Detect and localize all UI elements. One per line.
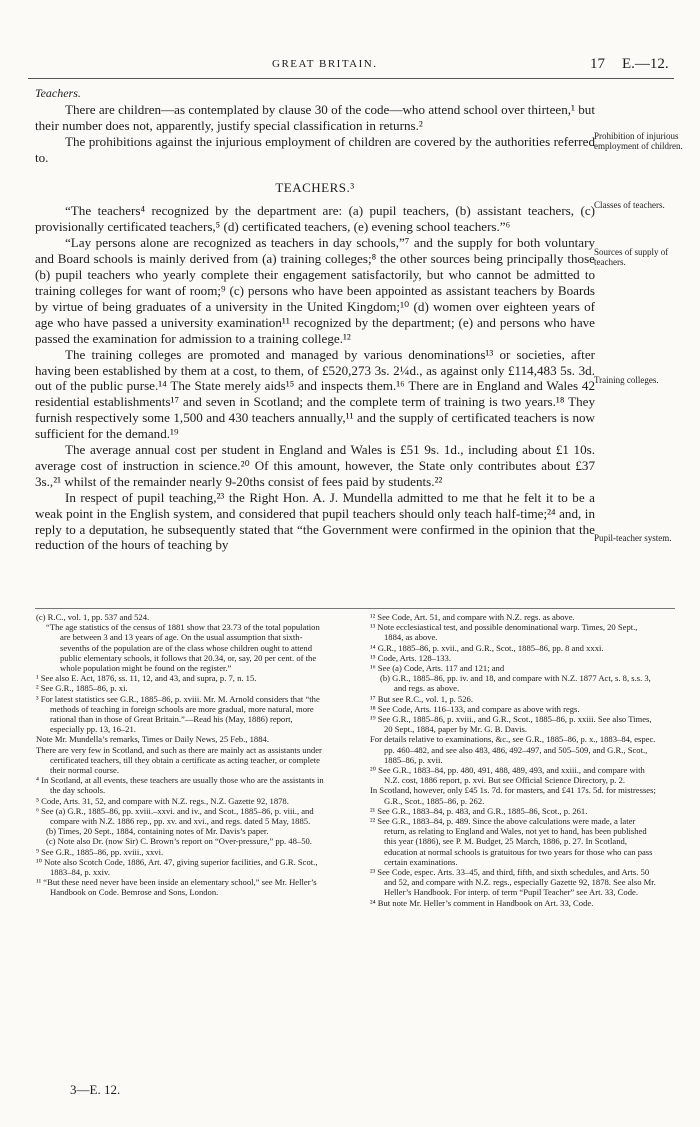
footnote: Note Mr. Mundella’s remarks, Times or Daily News, 25 Feb., 1884.	[36, 734, 269, 745]
printer-signature: 3—E. 12.	[70, 1082, 121, 1097]
paragraph-average-cost: The average annual cost per student in England and Wales is £51 9s. 1d., including about £1 10s. average cost of instruction in science.²⁰ Of this amount, however, the State only contributes about £37 3s.,²¹ whilst of the remainder nearly 9-20ths consist of fees paid by students.²²	[35, 442, 595, 489]
footnote-rule	[35, 608, 675, 609]
footnote: ²² See G.R., 1883–84, p. 489. Since the above calculations were made, a later return, as relating to England and Wales, not yet to hand, has been published this year (1886), see P. M. Budget, 25 March, 1886, p. 27. In Scotland, education at normal schools is gratuitous for two years for those who can pass certain examinations.	[370, 816, 653, 867]
footnote: ¹⁶ See (a) Code, Arts. 117 and 121; and	[370, 663, 505, 674]
footnote: ¹⁷ But see R.C., vol. 1, p. 526.	[370, 693, 473, 704]
paragraph-teacher-classes: “The teachers⁴ recognized by the department are: (a) pupil teachers, (b) assistant teachers, (c) provisionally certificated teachers,⁵ (d) certificated teachers, (e) evening school teachers.”⁶	[35, 203, 595, 235]
footnote: For details relative to examinations, &c., see G.R., 1885–86, p. x., 1883–84, espec. pp. 460–482, and see also 483, 486, 492–497, and 505–509, and G.R., Scot., 1885–86, p. xvii.	[370, 734, 656, 765]
page-number: 17	[590, 56, 605, 72]
main-text	[35, 86, 595, 553]
paragraph-training-colleges: The training colleges are promoted and managed by various denominations¹³ or societies, after having been established by them at a cost, to them, of £520,273 3s. 2¼d., as against only £114,483 5s. 3d. out of the public purse.¹⁴ The State merely aids¹⁵ and inspects them.¹⁶ There are in England and Wales 42 residential establishments¹⁷ and seven in Scotland; and the complete term of training is two years.¹⁸ They furnish respectively some 1,500 and 430 teachers annually,¹¹ and the supply of certificated teachers is now sufficient for the demand.¹⁹	[35, 346, 595, 442]
footnote: “The age statistics of the census of 1881 show that 23.73 of the total population are between 3 and 13 years of age. On the usual assumption that sixth-sevenths of the population are of the class whose children ought to attend public elementary schools, it follows that 20.34, or, say, 20 per cent. of the whole population might be found on the register.”	[46, 622, 320, 674]
footnote: ³ For latest statistics see G.R., 1885–86, p. xviii. Mr. M. Arnold considers that “the methods of teaching in foreign schools are more gradual, more natural, more rational than in those of Great Britain.”—Read his (May, 1886) report, especially pp. 13, 16–21.	[36, 693, 320, 735]
footnote: In Scotland, however, only £45 1s. 7d. for masters, and £41 17s. 5d. for mistresses; G.R., Scot., 1885–86, p. 262.	[370, 785, 656, 806]
section-heading: TEACHERS.³	[275, 179, 355, 195]
footnote: ¹³ Note ecclesiastical test, and possible denominational warp. Times, 20 Sept., 1884, as above.	[370, 622, 638, 643]
sidenote-training: Training colleges.	[594, 375, 659, 385]
page-header	[0, 56, 700, 76]
footnote: (c) Note also Dr. (now Sir) C. Brown’s report on “Over-pressure,” pp. 48–50.	[46, 836, 312, 847]
footnote: ¹² See Code, Art. 51, and compare with N.Z. regs. as above.	[370, 612, 575, 622]
footnote: ¹¹ “But these need never have been inside an elementary school,” see Mr. Heller’s Handbook on Code. Bemrose and Sons, London.	[36, 877, 317, 898]
footnote: ²³ See Code, espec. Arts. 33–45, and third, fifth, and sixth schedules, and Arts. 50 and 52, and compare with N.Z. regs., especially Gazette 92, 1878. See also Mr. Heller’s Handbook. For interp. of term “Pupil Teacher” see Art. 33, Code.	[370, 867, 656, 898]
footnote: ¹⁹ See G.R., 1885–86, p. xviii., and G.R., Scot., 1885–86, p. xxiii. See also Times, 20 Sept., 1884, paper by Mr. G. B. Davis.	[370, 714, 652, 735]
paragraph-pupil-teaching: In respect of pupil teaching,²³ the Right Hon. A. J. Mundella admitted to me that he felt it to be a weak point in the English system, and considered that pupil teachers should only teach half-time;²⁴ and, in reply to a deputation, he subsequently stated that “the Government were confirmed in the opinion that the reduction of the hours of teaching by	[35, 489, 595, 553]
footnote: ²⁴ But note Mr. Heller’s comment in Handbook on Art. 33, Code.	[370, 897, 594, 908]
footnotes-right-column	[366, 612, 658, 908]
footnote: ²¹ See G.R., 1883–84, p. 483, and G.R., 1885–86, Scot., p. 261.	[370, 805, 588, 816]
footnote: ⁵ Code, Arts. 31, 52, and compare with N.Z. regs., N.Z. Gazette 92, 1878.	[36, 795, 289, 806]
footnote: ¹ See also E. Act, 1876, ss. 11, 12, and 43, and supra, p. 7, n. 15.	[36, 673, 257, 684]
section-label: Teachers.	[35, 86, 81, 100]
sidenote-sources: Sources of supply of teachers.	[594, 247, 669, 267]
footnote: ⁹ See G.R., 1885–86, pp. xviii., xxvi.	[36, 846, 164, 857]
paragraph-prohibitions: The prohibitions against the injurious employment of children are covered by the authorities referred to.	[35, 133, 595, 165]
sidenote-classes: Classes of teachers.	[594, 200, 665, 210]
paragraph-supply-sources: “Lay persons alone are recognized as teachers in day schools,”⁷ and the supply for both voluntary and Board schools is mainly derived from (a) training colleges;⁸ the other sources being principally those (b) pupil teachers who yearly complete their engagement satisfactorily, but who cannot be admitted to training colleges for want of room;⁹ (c) persons who have been appointed as assistant teachers by Boards by virtue of being graduates of a university in the United Kingdom;¹⁰ (d) women over eighteen years of age who have passed a university examination¹¹ recognized by the department; (e) and persons who have passed the examination for admission to a training college.¹²	[35, 235, 595, 346]
sidenote-pupil-teacher: Pupil-teacher system.	[594, 533, 672, 543]
footnote: ¹⁵ Code, Arts. 128–133.	[370, 652, 452, 663]
footnote: ¹⁴ G.R., 1885–86, p. xvii., and G.R., Scot., 1885–86, pp. 8 and xxxi.	[370, 642, 604, 653]
footnote: ¹⁸ See Code, Arts. 116–133, and compare as above with regs.	[370, 703, 580, 714]
paragraph-children-over-thirteen: There are children—as contemplated by clause 30 of the code—who attend school over thirteen,¹ but their number does not, apparently, justify special classification in returns.²	[35, 101, 595, 133]
footnote: ² See G.R., 1885–86, p. xi.	[36, 683, 128, 694]
footnote: (b) G.R., 1885–86, pp. iv. and 18, and compare with N.Z. 1877 Act, s. 8, s.s. 3, and regs. as above.	[380, 673, 651, 694]
running-title: GREAT BRITAIN.	[272, 58, 378, 70]
footnote: There are very few in Scotland, and such as there are mainly act as assistants under certificated teachers, till they obtain a certificate as acting teacher, or complete their normal course.	[36, 744, 322, 776]
footnote: ⁴ In Scotland, at all events, these teachers are usually those who are the assistants in the day schools.	[36, 775, 324, 796]
document-reference: E.—12.	[622, 56, 669, 72]
footnote: (b) Times, 20 Sept., 1884, containing notes of Mr. Davis’s paper.	[46, 826, 269, 837]
footnote: ²⁰ See G.R., 1883–84, pp. 480, 491, 488, 489, 493, and xxiii., and compare with N.Z. cost, 1886 report, p. xvi. But see Official Science Directory, p. 2.	[370, 765, 645, 786]
footnote: ⁶ See (a) G.R., 1885–86, pp. xviii.–xxvi. and iv., and Scot., 1885–86, p. viii., and compare with N.Z. 1886 rep., pp. xv. and xvi., and regs. dated 5 May, 1885.	[36, 805, 314, 827]
footnotes-left-column	[32, 612, 324, 898]
header-rule	[28, 78, 674, 79]
sidenote-prohibition: Prohibition of injurious employment of children.	[594, 131, 683, 151]
footnote: (c) R.C., vol. 1, pp. 537 and 524.	[36, 612, 150, 622]
footnote: ¹⁰ Note also Scotch Code, 1886, Art. 47, giving superior facilities, and G.R. Scot., 1883–84, p. xxiv.	[36, 856, 318, 878]
